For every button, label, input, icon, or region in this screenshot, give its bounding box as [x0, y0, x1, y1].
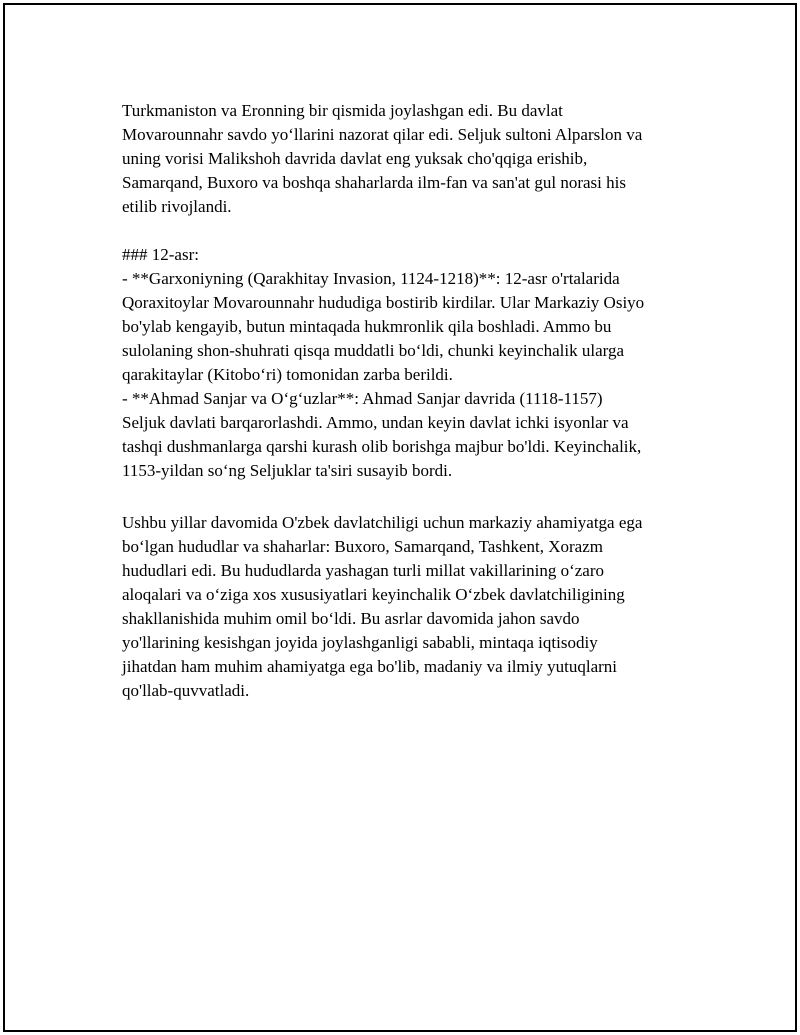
text-line: tashqi dushmanlarga qarshi kurash olib borishga majbur bo'ldi. Keyinchalik, — [122, 437, 642, 456]
text-line: Qoraxitoylar Movarounnahr hududiga bostirib kirdilar. Ular Markaziy Osiyo — [122, 293, 645, 312]
text-line: qo'llab-quvvatladi. — [122, 681, 250, 700]
paragraph-seljuk-state — [122, 99, 712, 219]
list-item-line: - **Ahmad Sanjar va O‘g‘uzlar**: Ahmad Sanjar davrida (1118-1157) — [122, 389, 603, 408]
text-line: aloqalari va o‘ziga xos xususiyatlari keyinchalik O‘zbek davlatchiligining — [122, 585, 625, 604]
section-12-asr — [122, 243, 712, 483]
text-line: 1153-yildan so‘ng Seljuklar ta'siri susayib bordi. — [122, 461, 453, 480]
text-line: bo‘lgan hududlar va shaharlar: Buxoro, Samarqand, Tashkent, Xorazm — [122, 537, 603, 556]
text-line: jihatdan ham muhim ahamiyatga ega bo'lib, madaniy va ilmiy yutuqlarni — [122, 657, 618, 676]
section-heading: ### 12-asr: — [122, 245, 199, 264]
document-page — [3, 3, 797, 1032]
text-line: yo'llarining kesishgan joyida joylashganligi sababli, mintaqa iqtisodiy — [122, 633, 598, 652]
text-line: Samarqand, Buxoro va boshqa shaharlarda ilm-fan va san'at gul norasi his — [122, 173, 626, 192]
text-line: sulolaning shon-shuhrati qisqa muddatli bo‘ldi, chunki keyinchalik ularga — [122, 341, 625, 360]
text-line: qarakitaylar (Kitobo‘ri) tomonidan zarba berildi. — [122, 365, 453, 384]
text-line: Movarounnahr savdo yo‘llarini nazorat qilar edi. Seljuk sultoni Alparslon va — [122, 125, 643, 144]
text-line: bo'ylab kengayib, butun mintaqada hukmronlik qila boshladi. Ammo bu — [122, 317, 612, 336]
text-line: hududlari edi. Bu hududlarda yashagan turli millat vakillarining o‘zaro — [122, 561, 605, 580]
text-line: Turkmaniston va Eronning bir qismida joylashgan edi. Bu davlat — [122, 101, 563, 120]
list-item-line: - **Garxoniyning (Qarakhitay Invasion, 1124-1218)**: 12-asr o'rtalarida — [122, 269, 620, 288]
text-line: uning vorisi Malikshoh davrida davlat eng yuksak cho'qqiga erishib, — [122, 149, 588, 168]
text-line: etilib rivojlandi. — [122, 197, 232, 216]
paragraph-uzbek-statehood — [122, 511, 712, 703]
text-line: Ushbu yillar davomida O'zbek davlatchiligi uchun markaziy ahamiyatga ega — [122, 513, 643, 532]
text-line: shakllanishida muhim omil bo‘ldi. Bu asrlar davomida jahon savdo — [122, 609, 580, 628]
text-line: Seljuk davlati barqarorlashdi. Ammo, undan keyin davlat ichki isyonlar va — [122, 413, 629, 432]
